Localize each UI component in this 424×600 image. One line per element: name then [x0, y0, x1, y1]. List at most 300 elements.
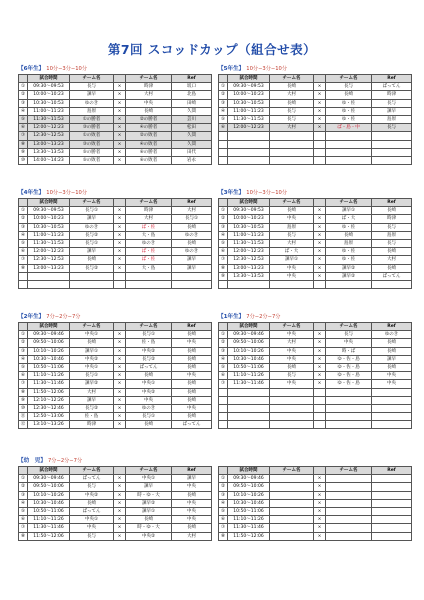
- table-row: [219, 280, 412, 288]
- team-b: 中央①: [126, 475, 172, 483]
- table-row: [219, 140, 412, 148]
- team-b: ②の敗者: [126, 132, 172, 140]
- team-b: ば・佐: [126, 223, 172, 231]
- referee: ばってん: [172, 421, 212, 429]
- section-grade4: [18, 188, 211, 289]
- referee: [372, 483, 412, 491]
- table-row: [219, 347, 412, 355]
- table-row: [19, 413, 212, 421]
- table-header-row: [19, 323, 212, 331]
- referee: [372, 388, 412, 396]
- team-a: 大村: [70, 388, 114, 396]
- match-time: 10:50～11:06: [28, 507, 70, 515]
- column-header-ref: Ref: [172, 199, 212, 207]
- table-row: [219, 91, 412, 99]
- match-number: ③: [19, 99, 28, 107]
- team-b: ゆ・佐: [326, 223, 372, 231]
- team-a: [270, 483, 314, 491]
- team-a: 中央: [270, 380, 314, 388]
- schedule-table: [218, 74, 412, 165]
- versus-mark: [314, 156, 326, 164]
- team-a: 長与: [270, 231, 314, 239]
- versus-mark: ×: [314, 475, 326, 483]
- team-b: ばってん: [126, 363, 172, 371]
- match-time: [228, 421, 270, 429]
- table-row: [219, 483, 412, 491]
- team-b: ゆ・佐: [326, 115, 372, 123]
- table-row: [19, 388, 212, 396]
- team-a: ばってん: [70, 475, 114, 483]
- referee: 岩永: [172, 156, 212, 164]
- match-number: ④: [19, 355, 28, 363]
- table-row: [19, 239, 212, 247]
- team-b: [326, 388, 372, 396]
- versus-mark: ×: [314, 99, 326, 107]
- table-row: [19, 331, 212, 339]
- team-a: 諫早①: [70, 347, 114, 355]
- table-header-row: [219, 199, 412, 207]
- versus-mark: ×: [114, 355, 126, 363]
- team-a: 長与①: [70, 239, 114, 247]
- match-number: ⑧: [19, 388, 28, 396]
- match-number: [219, 388, 228, 396]
- match-number: [219, 156, 228, 164]
- table-row: [219, 231, 412, 239]
- team-a: 大村: [270, 124, 314, 132]
- versus-mark: [314, 421, 326, 429]
- match-number: ③: [219, 347, 228, 355]
- table-row: [19, 256, 212, 264]
- team-b: 中央②: [126, 347, 172, 355]
- match-number: ⑥: [19, 516, 28, 524]
- versus-mark: ×: [114, 499, 126, 507]
- match-time: [228, 156, 270, 164]
- referee: 長崎: [172, 413, 212, 421]
- team-b: 中央: [326, 339, 372, 347]
- column-header-team2: チーム名: [326, 75, 372, 83]
- team-a: 長崎: [70, 499, 114, 507]
- match-time: [228, 404, 270, 412]
- table-row: [19, 421, 212, 429]
- versus-mark: ×: [114, 99, 126, 107]
- schedule-table: [218, 322, 412, 429]
- match-number: ③: [219, 491, 228, 499]
- team-b: 中央①: [126, 380, 172, 388]
- versus-mark: [114, 272, 126, 280]
- table-row: [219, 388, 412, 396]
- referee: 久間: [172, 132, 212, 140]
- team-b: 長崎: [326, 231, 372, 239]
- versus-mark: ×: [114, 339, 126, 347]
- column-header-time: 試合時間: [228, 323, 270, 331]
- referee: 久間: [172, 107, 212, 115]
- table-row: [19, 91, 212, 99]
- referee: [372, 507, 412, 515]
- table-row: [219, 363, 412, 371]
- referee: 芸川: [172, 115, 212, 123]
- versus-mark: ×: [114, 231, 126, 239]
- table-row: [219, 331, 412, 339]
- match-time: 09:50～10:06: [228, 339, 270, 347]
- referee: 諫早: [172, 256, 212, 264]
- match-number: ⑥: [219, 248, 228, 256]
- match-number: ⑥: [219, 516, 228, 524]
- match-time: 10:50～11:06: [228, 363, 270, 371]
- team-a: [270, 388, 314, 396]
- team-a: [270, 421, 314, 429]
- referee: 長崎: [172, 396, 212, 404]
- table-row: [219, 99, 412, 107]
- team-b: ば・佐: [126, 256, 172, 264]
- team-b: 時津: [126, 207, 172, 215]
- match-time: 11:30～11:53: [228, 115, 270, 123]
- team-a: 長与: [270, 107, 314, 115]
- column-header-ref: Ref: [372, 199, 412, 207]
- table-row: [219, 499, 412, 507]
- referee: 長崎: [172, 239, 212, 247]
- match-number: ⑥: [219, 372, 228, 380]
- team-b: [326, 516, 372, 524]
- team-b: [326, 156, 372, 164]
- match-time: 11:30～11:53: [28, 239, 70, 247]
- team-b: ⑥の勝者: [126, 148, 172, 156]
- referee: 中央: [372, 372, 412, 380]
- section-time-format: 7分−2分−7分: [47, 458, 83, 464]
- match-time: [28, 272, 70, 280]
- team-b: 諫早①: [126, 507, 172, 515]
- team-b: 長与①: [126, 413, 172, 421]
- team-a: 長与: [70, 483, 114, 491]
- team-a: 長崎: [70, 339, 114, 347]
- match-number: ⑧: [19, 140, 28, 148]
- versus-mark: ×: [114, 483, 126, 491]
- match-time: 09:30～09:53: [28, 207, 70, 215]
- match-number: ④: [219, 231, 228, 239]
- versus-mark: ×: [314, 124, 326, 132]
- team-b: ゆ・佐・島: [326, 380, 372, 388]
- match-time: 11:50～12:06: [28, 532, 70, 540]
- section-grade-label: 【2年生】: [18, 314, 45, 320]
- table-row: [19, 372, 212, 380]
- match-number: ⑤: [19, 507, 28, 515]
- column-header-x: [314, 323, 326, 331]
- column-header-x: [114, 75, 126, 83]
- versus-mark: ×: [114, 331, 126, 339]
- team-a: ③の敗者: [70, 140, 114, 148]
- referee: [372, 404, 412, 412]
- table-row: [219, 380, 412, 388]
- versus-mark: [314, 413, 326, 421]
- team-b: ゆ・佐・島: [326, 355, 372, 363]
- column-header-team1: チーム名: [270, 467, 314, 475]
- versus-mark: ×: [314, 215, 326, 223]
- table-row: [19, 272, 212, 280]
- column-header-team1: チーム名: [270, 323, 314, 331]
- team-a: 長崎: [270, 83, 314, 91]
- table-row: [219, 396, 412, 404]
- team-b: [326, 132, 372, 140]
- versus-mark: ×: [314, 507, 326, 515]
- versus-mark: ×: [314, 524, 326, 532]
- table-row: [19, 516, 212, 524]
- column-header-x: [114, 199, 126, 207]
- match-number: [219, 421, 228, 429]
- match-number: ⑨: [19, 148, 28, 156]
- team-a: 諫早: [70, 396, 114, 404]
- match-time: 09:50～10:06: [28, 339, 70, 347]
- section-heading: [218, 312, 411, 322]
- referee: 諫早: [172, 475, 212, 483]
- match-number: ②: [219, 91, 228, 99]
- table-row: [19, 264, 212, 272]
- team-b: 島原: [326, 239, 372, 247]
- match-number: ⑤: [219, 363, 228, 371]
- section-grade-label: 【幼 児】: [18, 458, 46, 464]
- table-row: [19, 124, 212, 132]
- team-b: 時・ゆ・大: [126, 524, 172, 532]
- team-b: 中央②: [126, 532, 172, 540]
- team-a: 中央: [270, 355, 314, 363]
- match-number: ⑦: [19, 380, 28, 388]
- referee: [372, 140, 412, 148]
- team-b: ゆ・佐・島: [326, 363, 372, 371]
- match-number: [19, 272, 28, 280]
- team-a: 中央②: [70, 491, 114, 499]
- team-b: ⑥の敗者: [126, 156, 172, 164]
- match-time: 13:10～13:26: [28, 421, 70, 429]
- versus-mark: ×: [314, 331, 326, 339]
- team-a: [270, 507, 314, 515]
- section-heading: [218, 188, 411, 198]
- versus-mark: ×: [114, 396, 126, 404]
- team-b: [326, 404, 372, 412]
- match-number: ⑥: [19, 248, 28, 256]
- section-grade3: [218, 188, 411, 289]
- match-time: 13:30～13:53: [228, 272, 270, 280]
- team-b: 大村: [126, 91, 172, 99]
- team-b: [326, 140, 372, 148]
- match-time: 10:30～10:53: [228, 99, 270, 107]
- match-number: ⑨: [219, 272, 228, 280]
- versus-mark: ×: [314, 491, 326, 499]
- versus-mark: ×: [314, 347, 326, 355]
- team-b: [326, 507, 372, 515]
- team-a: [270, 475, 314, 483]
- match-time: 12:30～12:53: [28, 256, 70, 264]
- table-row: [219, 156, 412, 164]
- team-b: [326, 491, 372, 499]
- team-a: [270, 148, 314, 156]
- team-a: 長崎: [270, 363, 314, 371]
- table-row: [219, 148, 412, 156]
- team-a: ⑤の敗者: [70, 156, 114, 164]
- match-number: ①: [19, 475, 28, 483]
- versus-mark: ×: [314, 355, 326, 363]
- column-header-no: [219, 75, 228, 83]
- team-a: ①の敗者: [70, 132, 114, 140]
- team-b: ②の勝者: [126, 115, 172, 123]
- referee: 長与: [372, 239, 412, 247]
- column-header-team1: チーム名: [70, 199, 114, 207]
- table-row: [19, 347, 212, 355]
- column-header-x: [114, 467, 126, 475]
- team-b: [326, 532, 372, 540]
- match-number: ⑩: [19, 404, 28, 412]
- section-heading: [218, 456, 411, 466]
- match-number: ①: [219, 207, 228, 215]
- referee: [372, 156, 412, 164]
- match-time: [228, 388, 270, 396]
- match-time: 10:30～10:46: [228, 499, 270, 507]
- match-number: ④: [19, 231, 28, 239]
- match-time: 10:00～10:23: [28, 91, 70, 99]
- match-number: ⑤: [219, 239, 228, 247]
- referee: 長与①: [172, 215, 212, 223]
- versus-mark: ×: [314, 264, 326, 272]
- table-row: [219, 475, 412, 483]
- table-row: [219, 115, 412, 123]
- table-header-row: [19, 75, 212, 83]
- referee: 中央: [172, 372, 212, 380]
- referee: 長崎: [172, 223, 212, 231]
- match-time: 12:00～12:23: [228, 248, 270, 256]
- team-a: 諫早: [70, 91, 114, 99]
- match-time: [228, 132, 270, 140]
- column-header-team1: チーム名: [270, 75, 314, 83]
- versus-mark: ×: [314, 248, 326, 256]
- column-header-time: 試合時間: [28, 323, 70, 331]
- column-header-team2: チーム名: [326, 467, 372, 475]
- team-a: 中央: [270, 347, 314, 355]
- match-time: 11:30～11:46: [228, 380, 270, 388]
- section-heading: [218, 64, 411, 74]
- table-row: [19, 499, 212, 507]
- team-a: 諫早①: [270, 256, 314, 264]
- schedule-table: [18, 322, 212, 429]
- match-time: 09:30～09:53: [228, 83, 270, 91]
- referee: ばってん: [372, 272, 412, 280]
- versus-mark: [314, 132, 326, 140]
- team-a: 長与: [270, 115, 314, 123]
- section-heading: [18, 456, 211, 466]
- referee: [372, 475, 412, 483]
- referee: [172, 272, 212, 280]
- referee: 時津: [372, 215, 412, 223]
- match-number: ⑥: [219, 124, 228, 132]
- team-a: 大村: [270, 339, 314, 347]
- team-a: [270, 156, 314, 164]
- match-number: ①: [219, 475, 228, 483]
- team-a: 中央: [270, 331, 314, 339]
- match-number: ①: [219, 331, 228, 339]
- column-header-team2: チーム名: [126, 323, 172, 331]
- team-b: ゆ・佐: [326, 248, 372, 256]
- column-header-ref: Ref: [372, 75, 412, 83]
- table-row: [219, 413, 412, 421]
- team-a: 島原: [70, 107, 114, 115]
- table-row: [19, 215, 212, 223]
- column-header-time: 試合時間: [228, 467, 270, 475]
- table-row: [219, 516, 412, 524]
- versus-mark: [314, 280, 326, 288]
- team-a: 島原: [270, 223, 314, 231]
- team-b: [126, 272, 172, 280]
- versus-mark: ×: [114, 207, 126, 215]
- team-a: ゆのき: [70, 99, 114, 107]
- referee: [372, 532, 412, 540]
- versus-mark: ×: [314, 483, 326, 491]
- match-time: 12:00～12:23: [228, 124, 270, 132]
- team-b: ゆ・佐・島: [326, 372, 372, 380]
- referee: 長崎: [172, 380, 212, 388]
- match-number: [219, 132, 228, 140]
- versus-mark: ×: [314, 231, 326, 239]
- match-time: 09:50～10:06: [28, 483, 70, 491]
- team-a: [270, 280, 314, 288]
- table-row: [219, 339, 412, 347]
- versus-mark: ×: [114, 380, 126, 388]
- referee: [372, 132, 412, 140]
- match-time: 10:30～10:46: [28, 355, 70, 363]
- versus-mark: ×: [314, 272, 326, 280]
- team-a: 佐・島: [70, 413, 114, 421]
- table-row: [19, 524, 212, 532]
- referee: 中央: [172, 404, 212, 412]
- team-b: ゆ・佐: [326, 107, 372, 115]
- match-number: ④: [219, 355, 228, 363]
- team-a: 中央①: [70, 516, 114, 524]
- versus-mark: ×: [314, 516, 326, 524]
- versus-mark: ×: [114, 404, 126, 412]
- referee: [372, 413, 412, 421]
- team-a: 中央①: [70, 331, 114, 339]
- referee: ゆのき: [172, 231, 212, 239]
- table-row: [219, 223, 412, 231]
- match-number: ②: [219, 483, 228, 491]
- versus-mark: [314, 396, 326, 404]
- column-header-time: 試合時間: [28, 75, 70, 83]
- column-header-x: [314, 75, 326, 83]
- versus-mark: ×: [114, 148, 126, 156]
- referee: ばってん: [372, 83, 412, 91]
- match-number: ④: [19, 499, 28, 507]
- team-a: [270, 132, 314, 140]
- match-time: 11:00～11:23: [228, 107, 270, 115]
- team-a: 諫早: [70, 215, 114, 223]
- match-number: ③: [219, 223, 228, 231]
- referee: 島原: [372, 115, 412, 123]
- team-a: [270, 404, 314, 412]
- match-number: ⑤: [219, 507, 228, 515]
- team-b: 時・ば: [326, 347, 372, 355]
- referee: [372, 280, 412, 288]
- team-a: 中央: [70, 524, 114, 532]
- section-grade5: [218, 64, 411, 165]
- team-b: 長崎: [126, 372, 172, 380]
- match-time: 11:00～11:23: [228, 231, 270, 239]
- match-number: ③: [19, 223, 28, 231]
- section-heading: [18, 64, 211, 74]
- match-time: 13:00～13:23: [28, 140, 70, 148]
- table-row: [219, 239, 412, 247]
- versus-mark: ×: [314, 256, 326, 264]
- team-a: [70, 272, 114, 280]
- team-b: [326, 483, 372, 491]
- team-a: [270, 396, 314, 404]
- referee: 坂口: [172, 83, 212, 91]
- column-header-team1: チーム名: [70, 323, 114, 331]
- referee: 長崎: [372, 207, 412, 215]
